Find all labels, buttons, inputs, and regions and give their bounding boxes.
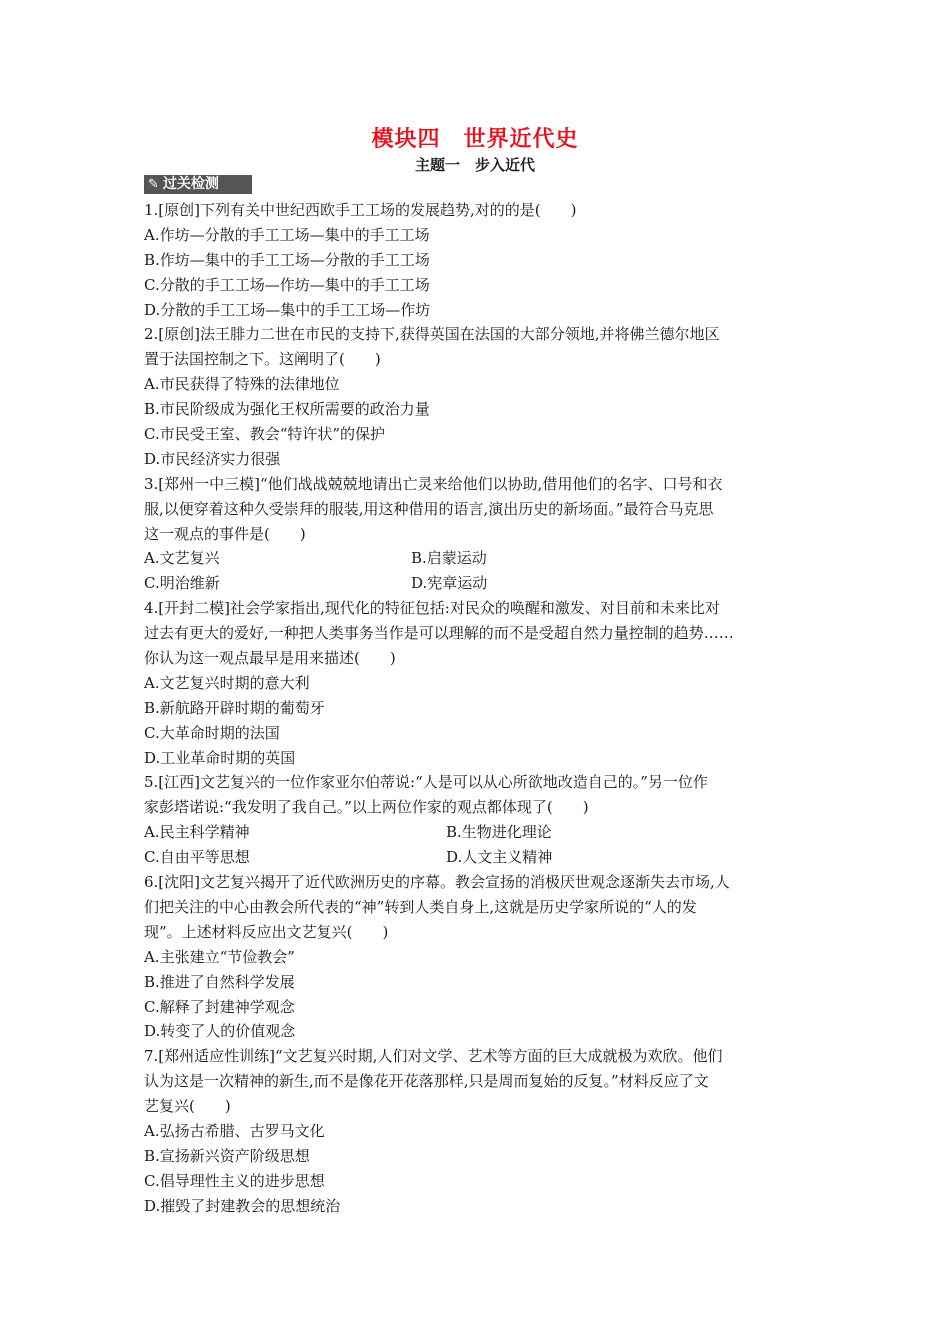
option-a: A.作坊—分散的手工工场—集中的手工工场 (144, 225, 430, 244)
question-stem: 3.[郑州一中三模]“他们战战兢兢地请出亡灵来给他们以协助,借用他们的名字、口号和衣 (144, 474, 723, 493)
option-c: C.市民受王室、教会“特许状”的保护 (144, 425, 386, 444)
option-d: D.人文主义精神 (446, 848, 553, 867)
option-b: B.市民阶级成为强化王权所需要的政治力量 (144, 400, 430, 419)
option-c: C.明治维新 (144, 574, 220, 593)
question-1 (144, 198, 814, 322)
option-a: A.主张建立“节俭教会” (144, 947, 295, 966)
option-c: C.倡导理性主义的进步思想 (144, 1171, 325, 1190)
page-title: 模块四 世界近代史 (371, 127, 579, 152)
section-label: 过关检测 (162, 176, 219, 192)
option-a: A.市民获得了特殊的法律地位 (144, 375, 340, 394)
question-6 (144, 870, 814, 1044)
option-b: B.作坊—集中的手工工场—分散的手工工场 (144, 250, 430, 269)
page-subtitle: 主题一 步入近代 (414, 156, 535, 174)
option-a: A.弘扬古希腊、古罗马文化 (144, 1121, 325, 1140)
option-b: B.宣扬新兴资产阶级思想 (144, 1146, 310, 1165)
question-stem: 7.[郑州适应性训练]“文艺复兴时期,人们对文学、艺术等方面的巨大成就极为欢欣。他们 (144, 1047, 723, 1066)
question-stem: 这一观点的事件是( ) (144, 524, 306, 543)
question-stem: 认为这是一次精神的新生,而不是像花开花落那样,只是周而复始的反复。”材料反应了文 (144, 1072, 709, 1091)
question-stem: 过去有更大的爱好,一种把人类事务当作是可以理解的而不是受超自然力量控制的趋势…… (144, 624, 734, 643)
question-stem: 服,以便穿着这种久受崇拜的服装,用这种借用的语言,演出历史的新场面。”最符合马克思 (144, 499, 714, 518)
option-a: A.民主科学精神 (144, 823, 250, 842)
option-d: D.摧毁了封建教会的思想统治 (144, 1196, 341, 1215)
question-2 (144, 322, 814, 471)
question-5 (144, 770, 814, 870)
option-d: D.市民经济实力很强 (144, 449, 281, 468)
question-stem: 置于法国控制之下。这阐明了( ) (144, 350, 381, 369)
question-stem: 们把关注的中心由教会所代表的“神”转到人类自身上,这就是历史学家所说的“人的发 (144, 897, 697, 916)
question-stem: 4.[开封二模]社会学家指出,现代化的特征包括:对民众的唤醒和激发、对目前和未来比对 (144, 599, 720, 618)
option-c: C.自由平等思想 (144, 848, 250, 867)
question-4 (144, 596, 814, 770)
option-b: B.新航路开辟时期的葡萄牙 (144, 698, 325, 717)
question-stem: 你认为这一观点最早是用来描述( ) (144, 649, 396, 668)
options-row (144, 845, 814, 870)
question-stem: 1.[原创]下列有关中世纪西欧手工工场的发展趋势,对的的是( ) (144, 201, 577, 219)
question-stem: 5.[江西]文艺复兴的一位作家亚尔伯蒂说:“人是可以从心所欲地改造自己的。”另一位作 (144, 773, 708, 792)
option-a: A.文艺复兴 (144, 549, 220, 568)
question-stem: 2.[原创]法王腓力二世在市民的支持下,获得英国在法国的大部分领地,并将佛兰德尔地区 (144, 325, 720, 344)
question-list (144, 198, 814, 1219)
option-b: B.启蒙运动 (411, 549, 487, 568)
options-row (144, 571, 814, 596)
option-d: D.宪章运动 (411, 574, 488, 593)
section-banner (144, 175, 252, 194)
option-c: C.大革命时期的法国 (144, 723, 280, 742)
question-stem: 6.[沈阳]文艺复兴揭开了近代欧洲历史的序幕。教会宣扬的消极厌世观念逐渐失去市场,人 (144, 873, 730, 892)
option-d: D.转变了人的价值观念 (144, 1022, 296, 1041)
question-stem: 艺复兴( ) (144, 1097, 231, 1116)
option-d: D.分散的手工工场—集中的手工工场—作坊 (144, 300, 431, 319)
options-row (144, 546, 814, 571)
question-3 (144, 472, 814, 596)
option-b: B.推进了自然科学发展 (144, 972, 295, 991)
question-7 (144, 1044, 814, 1218)
pencil-check-icon: ✎ (148, 177, 159, 192)
option-b: B.生物进化理论 (446, 823, 552, 842)
options-row (144, 820, 814, 845)
option-d: D.工业革命时期的英国 (144, 748, 296, 767)
option-c: C.分散的手工工场—作坊—集中的手工工场 (144, 275, 430, 294)
question-stem: 家彭塔诺说:“我发明了我自己。”以上两位作家的观点都体现了( ) (144, 798, 589, 817)
question-stem: 现”。上述材料反应出文艺复兴( ) (144, 922, 389, 941)
option-c: C.解释了封建神学观念 (144, 997, 295, 1016)
option-a: A.文艺复兴时期的意大利 (144, 673, 310, 692)
